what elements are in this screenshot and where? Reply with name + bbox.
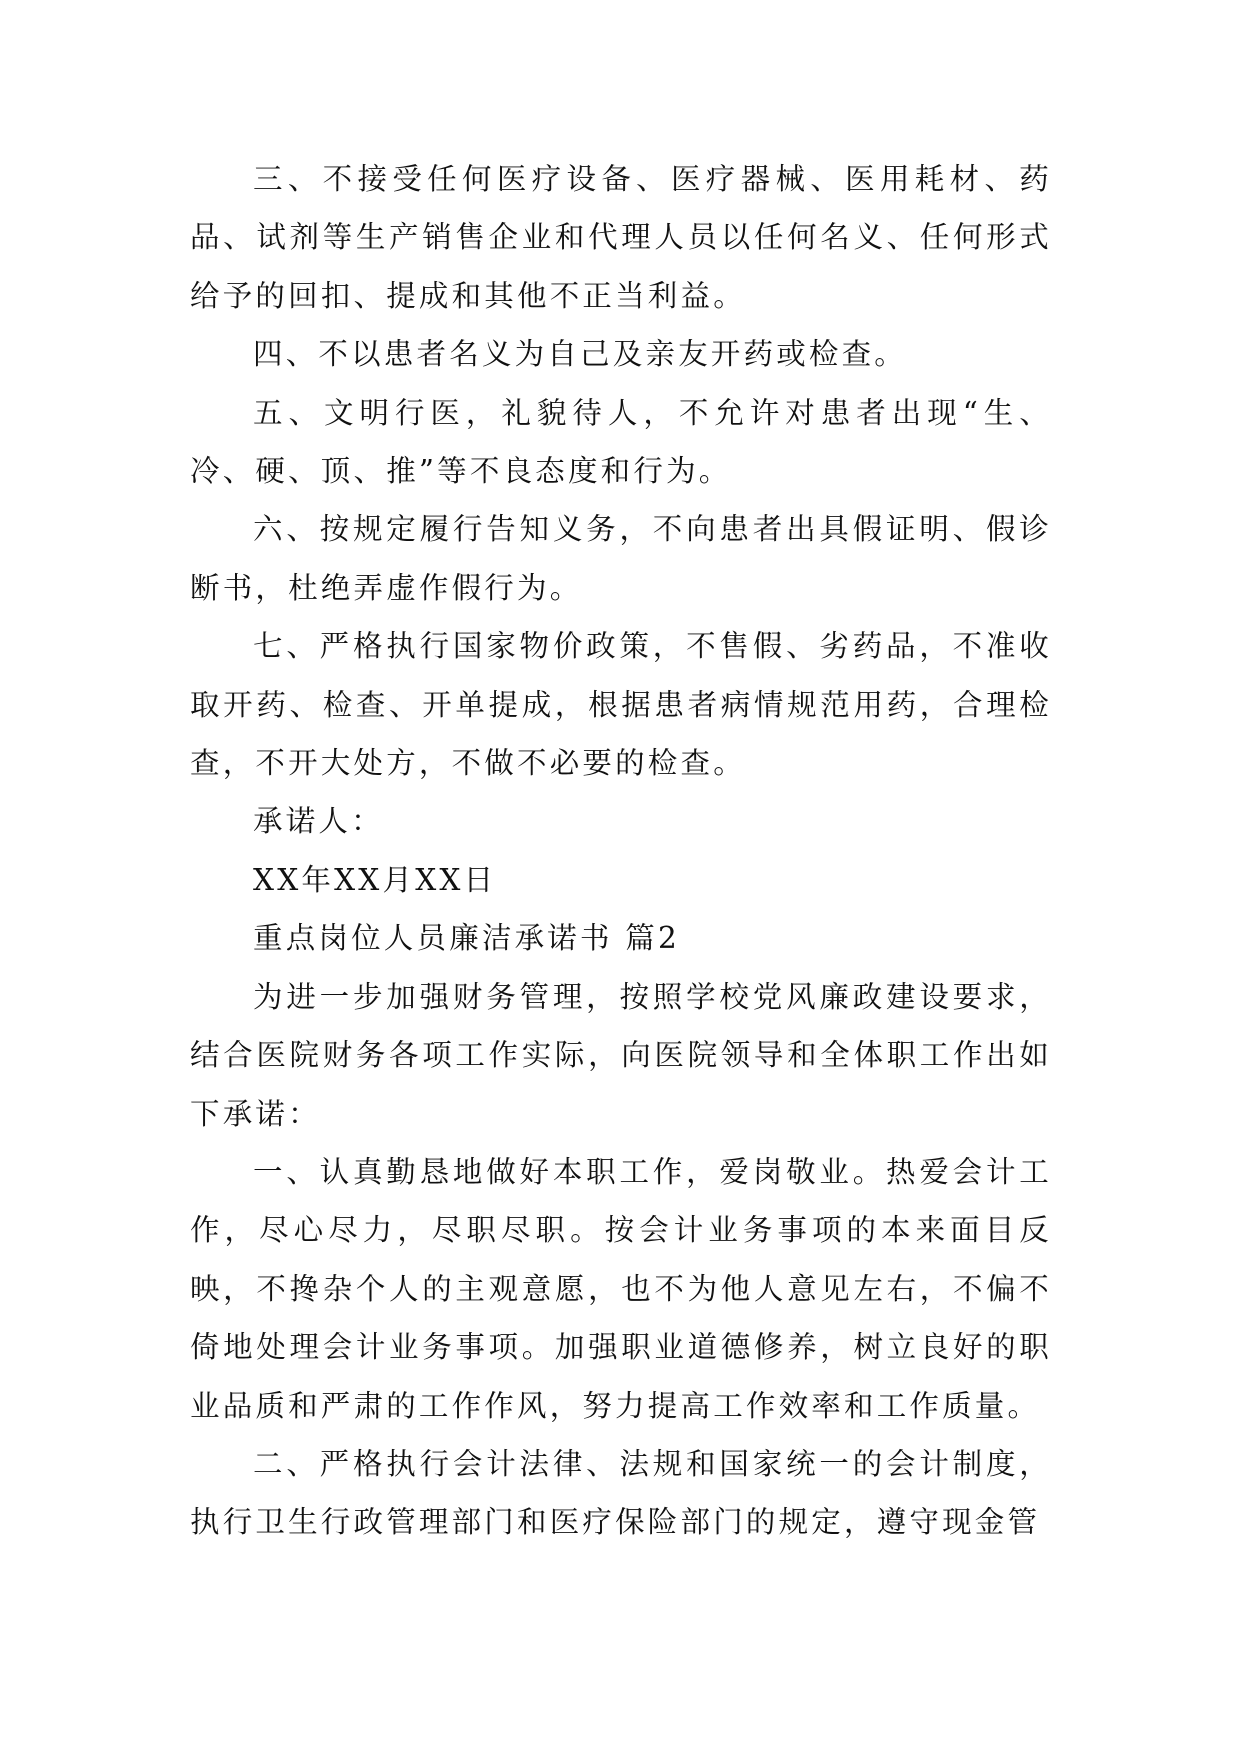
intro-paragraph: 为进一步加强财务管理，按照学校党风廉政建设要求，结合医院财务各项工作实际，向医院领导和全体职工作出如下承诺： [190,979,1052,1131]
paragraph-item-7: 七、严格执行国家物价政策，不售假、劣药品，不准收取开药、检查、开单提成，根据患者病情规范用药，合理检查，不开大处方，不做不必要的检查。 [190,629,1052,781]
paragraph-item-4: 四、不以患者名义为自己及亲友开药或检查。 [253,337,908,372]
document-body [190,150,1052,1552]
date-line: XX年XX月XX日 [253,862,497,897]
commitment-item-1: 一、认真勤恳地做好本职工作，爱岗敬业。热爱会计工作，尽心尽力，尽职尽职。按会计业务事项的本来面目反映，不搀杂个人的主观意愿，也不为他人意见左右，不偏不倚地处理会计业务事项。加强职业道德修养，树立良好的职业品质和严肃的工作作风，努力提高工作效率和工作质量。 [190,1154,1052,1423]
signatory-label: 承诺人： [253,804,384,839]
commitment-item-2: 二、严格执行会计法律、法规和国家统一的会计制度，执行卫生行政管理部门和医疗保险部门的规定，遵守现金管 [190,1446,1052,1540]
section-title: 重点岗位人员廉洁承诺书 篇2 [253,921,680,956]
paragraph-item-6: 六、按规定履行告知义务，不向患者出具假证明、假诊断书，杜绝弄虚作假行为。 [190,512,1052,605]
paragraph-item-5: 五、文明行医，礼貌待人，不允许对患者出现“生、冷、硬、顶、推”等不良态度和行为。 [190,395,1052,489]
paragraph-item-3: 三、不接受任何医疗设备、医疗器械、医用耗材、药品、试剂等生产销售企业和代理人员以任何名义、任何形式给予的回扣、提成和其他不正当利益。 [190,162,1052,313]
